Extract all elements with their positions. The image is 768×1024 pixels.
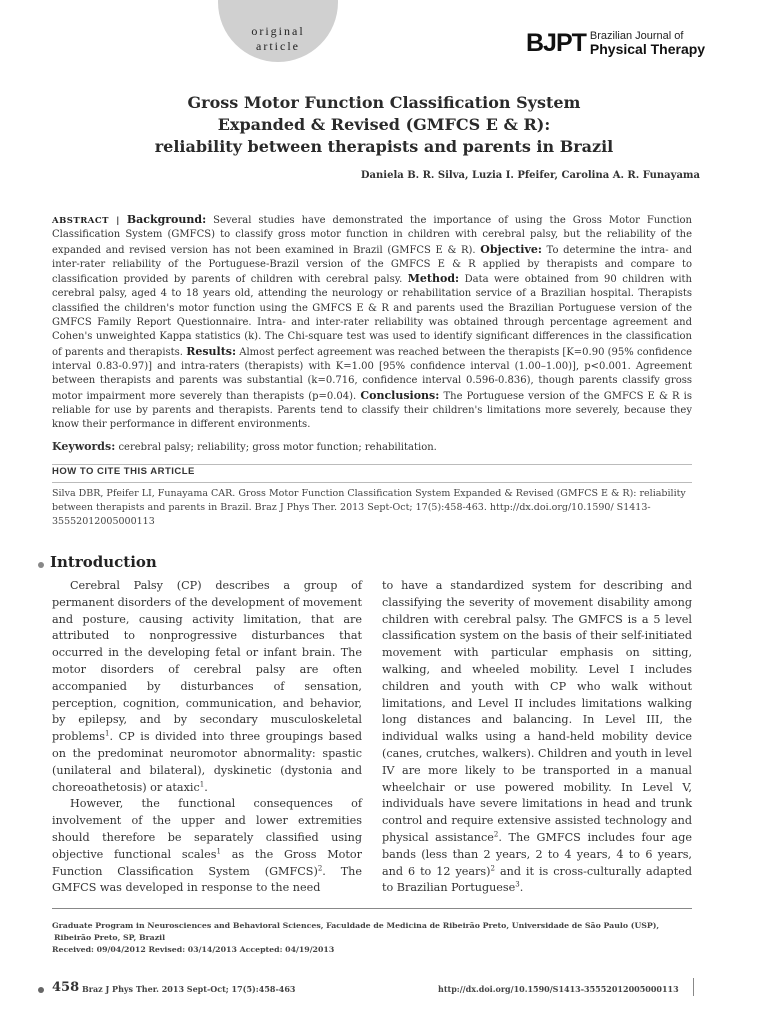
- journal-name: [590, 30, 705, 56]
- page-number: 458: [52, 980, 80, 995]
- abstract: [52, 213, 692, 432]
- reference-mark: 1: [104, 729, 110, 738]
- keywords: [52, 440, 692, 453]
- title-line-1: Gross Motor Function Classification System: [187, 93, 581, 112]
- affiliation: [52, 920, 692, 956]
- paragraph-text: and it is cross-culturally adapted to Brazilian Portuguese: [382, 864, 692, 895]
- reference-mark: 2: [493, 830, 499, 839]
- journal-logo-mark: BJPT: [526, 29, 586, 57]
- paragraph-text: Cerebral Palsy (CP) describes a group of permanent disorders of the development of movement and posture, causing activity limitation, that are attributed to nonprogressive disturbances that occurred in the developing fetal or infant brain. The motor disorders of cerebral palsy are often accompanied by disturbances of sensation, perception, cognition, communication, and behavior, by epilepsy, and by secondary musculoskeletal problems: [52, 579, 362, 744]
- title-line-3: reliability between therapists and parents in Brazil: [154, 137, 614, 156]
- affiliation-line-1: Graduate Program in Neurosciences and Behavioral Sciences, Faculdade de Medicina de Ribeirão Preto, Universidade de São Paulo (USP),: [52, 921, 660, 930]
- divider: [693, 978, 694, 996]
- section-bullet-icon: [38, 562, 44, 568]
- reference-mark: 1: [199, 779, 205, 788]
- author-list: Daniela B. R. Silva, Luzia I. Pfeifer, Carolina A. R. Funayama: [360, 170, 700, 181]
- divider: [52, 908, 692, 909]
- paragraph-text: However, the functional consequences of involvement of the upper and lower extremities should therefore be separately classified using objective functional scales: [52, 797, 362, 861]
- method-text: Data were obtained from 90 children with cerebral palsy, aged 4 to 18 years old, attending the neurology or rehabilitation service of a Brazilian hospital. Therapists classified the children's motor function using the GMFCS E & R and parents used the Brazilian Portuguese version of the GMFCS Family Report Questionnaire. Intra- and inter-rater reliability was obtained through percentage agreement and Cohen's unweighted Kappa statistics (k). The Chi-square test was used to identify significant differences in the classification of parents and therapists.: [52, 274, 692, 358]
- cite-heading: HOW TO CITE THIS ARTICLE: [52, 466, 195, 477]
- paragraph-text: to have a standardized system for describing and classifying the severity of movement disability among children with cerebral palsy. The GMFCS is a 5 level classification system on the basis of their self-initiated movement with particular emphasis on sitting, walking, and wheeled mobility. Level I includes children and youth with CP who walk without limitations, and Level II includes limitations walking long distances and balancing. In Level III, the individual walks using a hand-held mobility device (canes, crutches, walkers). Children and youth in level IV are more likely to be transported in a manual wheelchair or use powered mobility. In Level V, individuals have severe limitations in head and trunk control and require extensive assisted technology and physical assistance: [382, 579, 693, 844]
- keywords-label: Keywords:: [52, 440, 116, 453]
- paragraph: [52, 796, 362, 897]
- title-line-2: Expanded & Revised (GMFCS E & R):: [217, 115, 551, 134]
- section-heading-introduction: Introduction: [50, 553, 157, 571]
- reference-mark: 2: [317, 863, 323, 872]
- paragraph-text: .: [519, 881, 524, 895]
- journal-name-line-2: Physical Therapy: [589, 41, 706, 57]
- divider: [52, 464, 692, 465]
- reference-mark: 3: [515, 880, 520, 889]
- results-text: Almost perfect agreement was reached between the therapists [K=0.90 (95% confidence interval 0.83-0.97)] and intra-raters (therapists) with K=1.00 [95% confidence interval (1.00–1.00)], p<0.001. Agreement between therapists and parents was substantial (k=0.716, confidence interval 0.596-0.836), though parents classify gross motor impairment more severely than therapists (p=0.04).: [52, 346, 692, 402]
- results-heading: Results:: [186, 344, 237, 358]
- paragraph-text: . The GMFCS includes four age bands (less than 2 years, 2 to 4 years, 4 to 6 years, and 6 to 12 years): [382, 830, 692, 878]
- badge-line-1: original: [251, 24, 305, 38]
- objective-heading: Objective:: [480, 242, 542, 256]
- conclusions-text: The Portuguese version of the GMFCS E & R is reliable for use by parents and therapists. Parents tend to classify their children's limitations more severely, because they know their performance in different environments.: [52, 390, 693, 431]
- conclusions-heading: Conclusions:: [360, 388, 440, 402]
- paragraph-text: as the Gross Motor Function Classification System (GMFCS): [52, 847, 362, 878]
- paragraph-text: .: [204, 780, 208, 794]
- objective-text: To determine the intra- and inter-rater reliability of the Portuguese-Brazil version of the GMFCS E & R applied by therapists and compare to classification provided by parents of children with cerebral palsy.: [52, 244, 692, 286]
- keywords-text: cerebral palsy; reliability; gross motor function; rehabilitation.: [118, 442, 437, 453]
- citation-text: Silva DBR, Pfeifer LI, Funayama CAR. Gross Motor Function Classification System Expanded & Revised (GMFCS E & R): reliability between therapists and parents in Brazil. Braz J Phys Ther. 2013 Sept-Oct; 17(5):458-463. http://dx.doi.org/10.1590/ S1413-35552012005000113: [52, 488, 686, 527]
- footer-bullet-icon: [38, 987, 44, 993]
- article-title: [60, 92, 708, 158]
- paragraph-text: . The GMFCS was developed in response to the need: [52, 864, 362, 895]
- reference-mark: 1: [216, 847, 221, 856]
- background-heading: Background:: [126, 213, 207, 226]
- footer-doi-link[interactable]: http://dx.doi.org/10.1590/S1413-35552012005000113: [438, 984, 679, 994]
- journal-name-line-1: Brazilian Journal of: [589, 30, 684, 42]
- paragraph-text: . CP is divided into three groupings based on the predominat neuromotor abnormality: spastic (unilateral and bilateral), dyskinetic (dystonia and choreoathetosis) or ataxic: [52, 730, 362, 794]
- reference-mark: 2: [490, 863, 495, 872]
- abstract-label: ABSTRACT |: [52, 216, 120, 226]
- divider: [52, 482, 692, 483]
- body-column-left: [52, 578, 362, 897]
- journal-logo: [526, 30, 705, 56]
- received-dates: Received: 09/04/2012 Revised: 03/14/2013 Accepted: 04/19/2013: [52, 945, 335, 954]
- affiliation-line-2: Ribeirão Preto, SP, Brazil: [54, 933, 166, 942]
- paragraph: [52, 578, 362, 796]
- paragraph: [382, 578, 692, 897]
- method-heading: Method:: [407, 272, 460, 286]
- footer-citation: Braz J Phys Ther. 2013 Sept-Oct; 17(5):458-463: [82, 984, 296, 994]
- body-column-right: [382, 578, 692, 897]
- badge-line-2: article: [256, 39, 300, 53]
- background-text: Several studies have demonstrated the importance of using the Gross Motor Function Classification System (GMFCS) to classify gross motor function in children with cerebral palsy, but the reliability of the expanded and revised version has not been examined in Brazil (GMFCS E & R).: [52, 215, 692, 256]
- article-type-label: [218, 24, 338, 54]
